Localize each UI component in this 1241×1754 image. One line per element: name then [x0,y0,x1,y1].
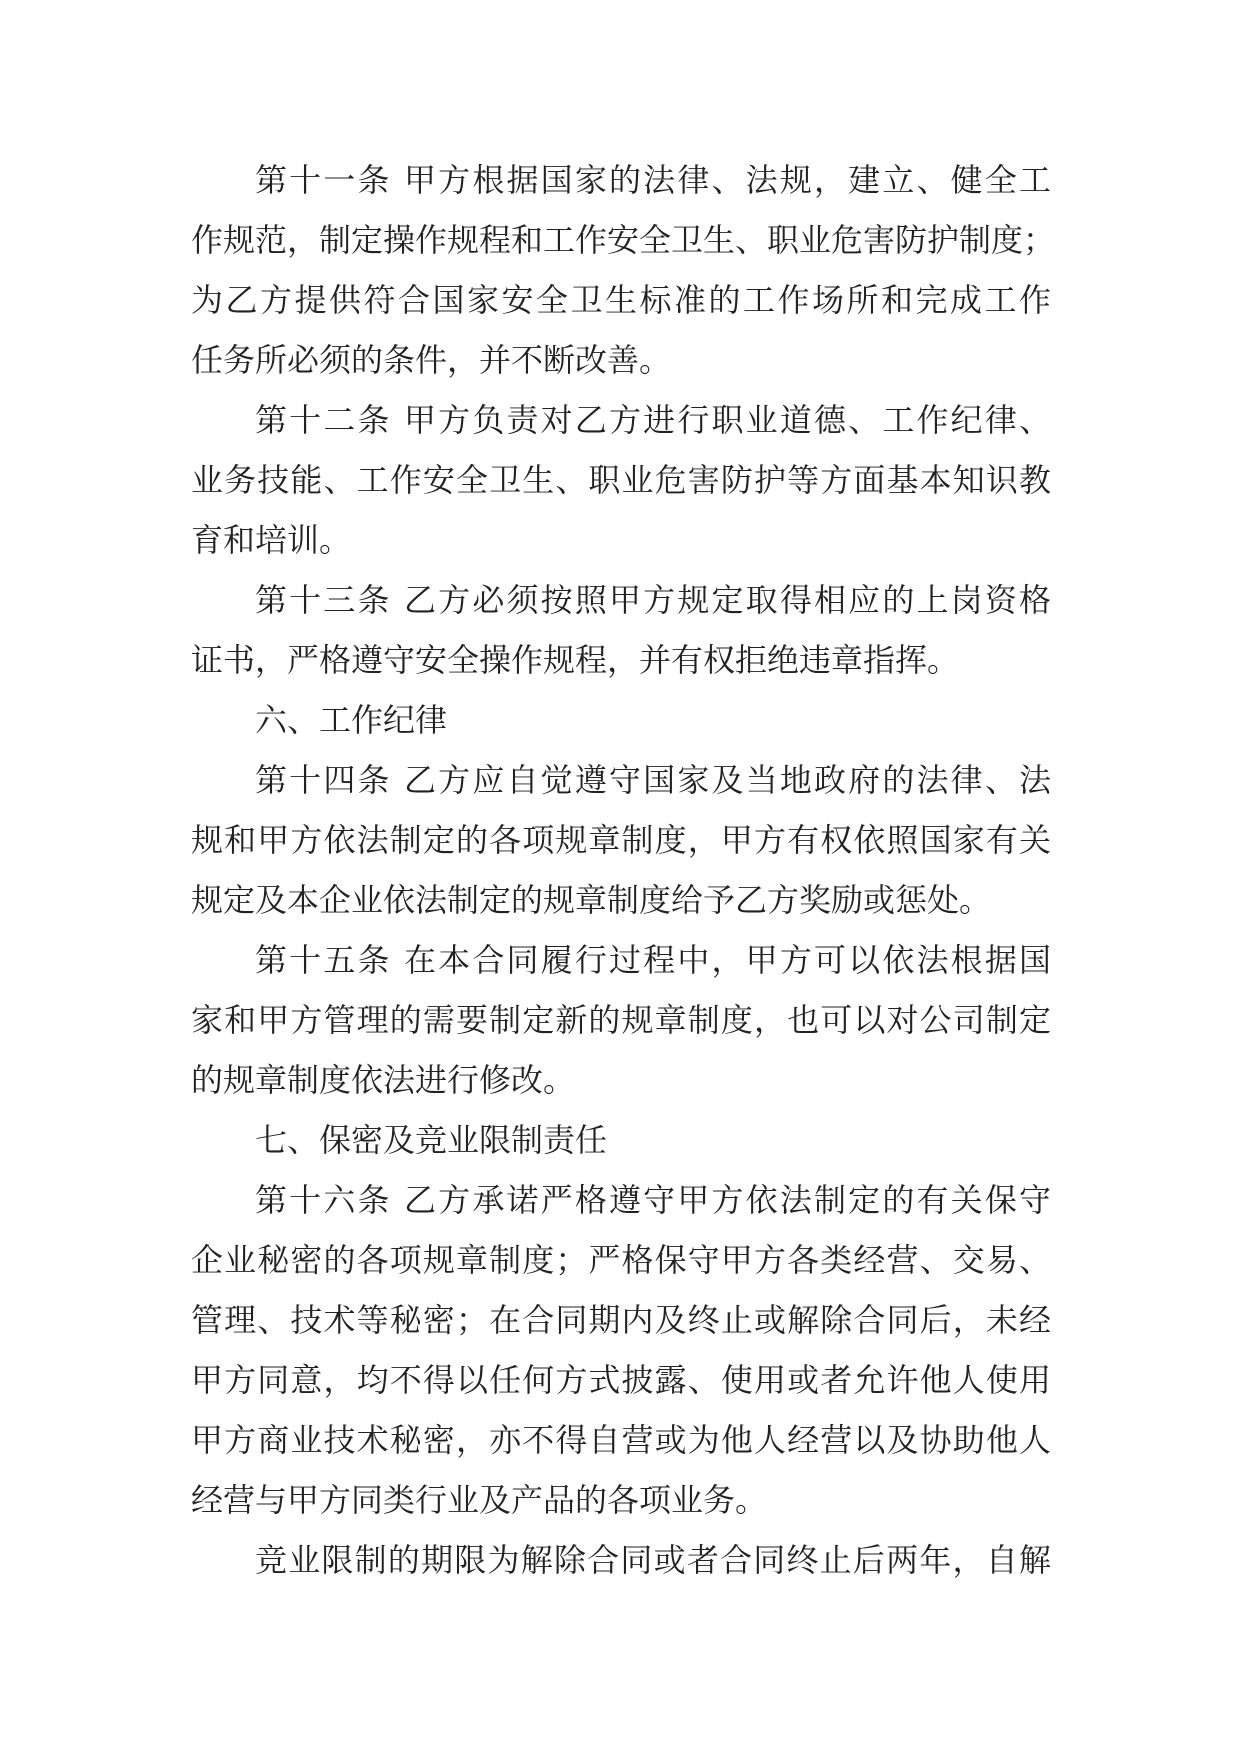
paragraph-line: 证书，严格遵守安全操作规程，并有权拒绝违章指挥。 [191,641,960,679]
document-body [191,150,1056,1590]
paragraph-first-line: 第十二条 甲方负责对乙方进行职业道德、工作纪律、 [255,401,1051,439]
paragraph-line: 经营与甲方同类行业及产品的各项业务。 [191,1481,768,1519]
paragraph-first-line: 六、工作纪律 [255,701,448,739]
paragraph-line: 的规章制度依法进行修改。 [191,1061,576,1099]
paragraph-line: 规和甲方依法制定的各项规章制度，甲方有权依照国家有关 [191,821,1051,859]
paragraph-line: 规定及本企业依法制定的规章制度给予乙方奖励或惩处。 [191,881,992,919]
paragraph-line: 为乙方提供符合国家安全卫生标准的工作场所和完成工作 [191,281,1051,319]
paragraph-line: 业务技能、工作安全卫生、职业危害防护等方面基本知识教 [191,461,1051,499]
paragraph-line: 管理、技术等秘密；在合同期内及终止或解除合同后，未经 [191,1301,1051,1339]
paragraph-first-line: 第十三条 乙方必须按照甲方规定取得相应的上岗资格 [255,581,1051,619]
paragraph-first-line: 第十五条 在本合同履行过程中，甲方可以依法根据国 [255,941,1051,979]
paragraph-line: 任务所必须的条件，并不断改善。 [191,341,672,379]
paragraph-line: 企业秘密的各项规章制度；严格保守甲方各类经营、交易、 [191,1241,1051,1279]
paragraph-first-line: 第十四条 乙方应自觉遵守国家及当地政府的法律、法 [255,761,1051,799]
paragraph-first-line: 第十六条 乙方承诺严格遵守甲方依法制定的有关保守 [255,1181,1051,1219]
paragraph-first-line: 竞业限制的期限为解除合同或者合同终止后两年，自解 [255,1541,1051,1579]
paragraph-first-line: 七、保密及竞业限制责任 [255,1121,608,1159]
paragraph-first-line: 第十一条 甲方根据国家的法律、法规，建立、健全工 [255,161,1051,199]
paragraph-line: 作规范，制定操作规程和工作安全卫生、职业危害防护制度； [191,221,1056,259]
paragraph-line: 甲方商业技术秘密，亦不得自营或为他人经营以及协助他人 [191,1421,1051,1459]
paragraph-line: 甲方同意，均不得以任何方式披露、使用或者允许他人使用 [191,1361,1051,1399]
paragraph-line: 育和培训。 [191,521,352,559]
paragraph-line: 家和甲方管理的需要制定新的规章制度，也可以对公司制定 [191,1001,1051,1039]
